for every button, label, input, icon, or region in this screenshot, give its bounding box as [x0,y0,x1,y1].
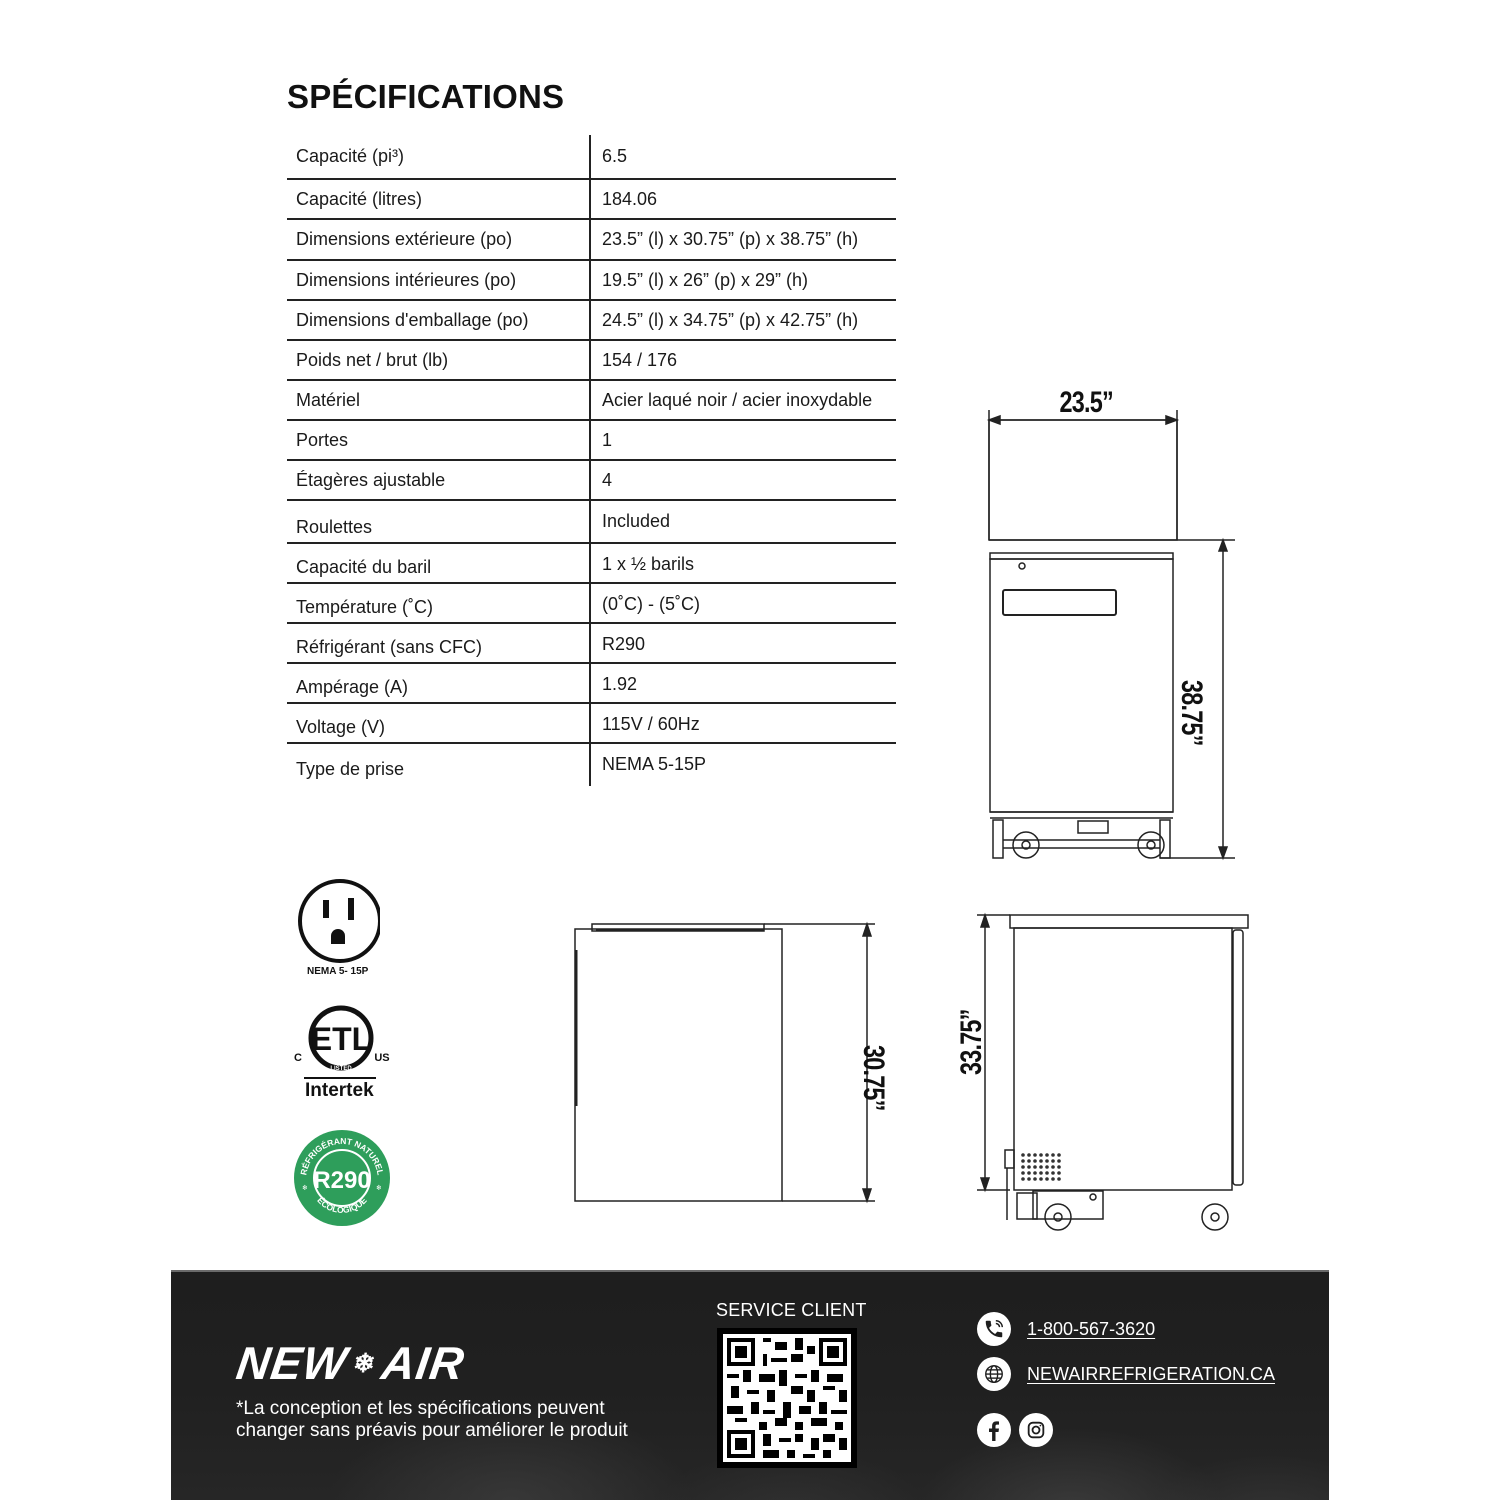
spec-row [287,135,896,180]
website-row[interactable] [977,1357,1275,1391]
side-view-drawing [935,895,1265,1240]
spec-value: NEMA 5-15P [602,754,707,774]
logo-text-right: AIR [378,1337,469,1389]
etl-brand: Intertek [305,1080,374,1101]
spec-value: 1 [602,429,613,450]
spec-label: Roulettes [287,501,591,542]
spec-row [287,584,896,624]
spec-value: 115V / 60Hz [602,714,700,734]
instagram-icon[interactable] [1019,1413,1053,1447]
spec-label: Dimensions extérieure (po) [287,220,591,259]
spec-row [287,461,896,501]
etl-badge [290,1004,400,1104]
spec-value: 1.92 [602,674,638,694]
etl-listed-icon [290,1004,400,1082]
spec-value: 19.5” (l) x 26” (p) x 29” (h) [602,269,809,290]
disclaimer-text: *La conception et les spécifications peuvent changer sans préavis pour améliorer le produit [236,1398,628,1441]
spec-label: Voltage (V) [287,704,591,742]
spec-label: Étagères ajustable [287,461,591,499]
r290-natural-refrigerant-icon [290,1130,394,1230]
front-width-label: 23.5” [1059,386,1113,419]
snowflake-icon: ❄ [351,1347,379,1378]
spec-row [287,704,896,744]
newair-logo[interactable] [233,1336,468,1390]
spec-row [287,744,896,786]
spec-table [287,135,896,786]
svg-text:RÉFRIGÉRANT NATUREL: RÉFRIGÉRANT NATUREL [298,1135,386,1176]
outlet-icon [290,878,380,966]
page-title: SPÉCIFICATIONS [287,78,565,115]
spec-label: Poids net / brut (lb) [287,341,591,379]
spec-label: Capacité (litres) [287,180,591,218]
r290-badge [290,1130,400,1230]
spec-row [287,180,896,220]
spec-row [287,501,896,544]
front-view-icon [960,380,1270,870]
spec-row [287,544,896,584]
phone-link[interactable]: 1-800-567-3620 [1027,1318,1156,1339]
spec-row [287,261,896,301]
svg-text:ÉCOLOGIQUE: ÉCOLOGIQUE [315,1195,369,1215]
spec-label: Portes [287,421,591,459]
spec-label: Matériel [287,381,591,419]
top-view-drawing [560,910,910,1220]
nema-caption: NEMA 5- 15P [307,966,369,977]
spec-value: (0˚C) - (5˚C) [602,594,700,614]
qr-code-icon [723,1334,851,1462]
spec-value: 23.5” (l) x 30.75” (p) x 38.75” (h) [602,229,859,249]
spec-value: 154 / 176 [602,349,678,370]
spec-label: Capacité du baril [287,544,591,582]
svg-text:ETL: ETL [310,1021,372,1057]
svg-text:R290: R290 [313,1167,371,1194]
spec-row [287,220,896,261]
spec-row [287,301,896,341]
spec-label: Ampérage (A) [287,664,591,702]
spec-value: Included [602,511,671,531]
phone-row[interactable] [977,1312,1155,1346]
side-height-label: 33.75” [955,1009,988,1075]
spec-row [287,664,896,704]
front-height-label: 38.75” [1175,680,1208,746]
nema-badge [290,878,390,977]
service-client-title: SERVICE CLIENT [716,1300,867,1320]
spec-label: Dimensions d'emballage (po) [287,301,591,339]
spec-row [287,624,896,664]
spec-value: 184.06 [602,188,658,209]
top-depth-label: 30.75” [857,1045,890,1111]
website-link[interactable]: NEWAIRREFRIGERATION.CA [1027,1363,1276,1384]
logo-text-left: NEW [233,1337,351,1389]
svg-text:LISTED: LISTED [330,1066,352,1072]
svg-text:C: C [294,1052,302,1064]
spec-label: Dimensions intérieures (po) [287,261,591,299]
spec-value: 4 [602,469,613,490]
spec-value: R290 [602,634,646,654]
spec-row [287,421,896,461]
qr-code[interactable] [717,1328,857,1468]
globe-icon [977,1357,1011,1391]
footer-banner [171,1270,1329,1500]
spec-label: Type de prise [287,744,591,786]
spec-value: 1 x ½ barils [602,554,695,574]
svg-text:❄: ❄ [376,1185,382,1192]
spec-value: 6.5 [602,146,628,166]
phone-icon [977,1312,1011,1346]
spec-label: Température (˚C) [287,584,591,622]
svg-text:US: US [374,1052,390,1064]
spec-value: 24.5” (l) x 34.75” (p) x 42.75” (h) [602,309,859,330]
spec-label: Réfrigérant (sans CFC) [287,624,591,662]
svg-text:❄: ❄ [302,1185,308,1192]
front-view-drawing [960,380,1270,870]
facebook-icon[interactable] [977,1413,1011,1447]
spec-label: Capacité (pi³) [287,135,591,178]
spec-row [287,381,896,421]
social-links [977,1413,1053,1447]
spec-value: Acier laqué noir / acier inoxydable [602,389,873,410]
spec-row [287,341,896,381]
